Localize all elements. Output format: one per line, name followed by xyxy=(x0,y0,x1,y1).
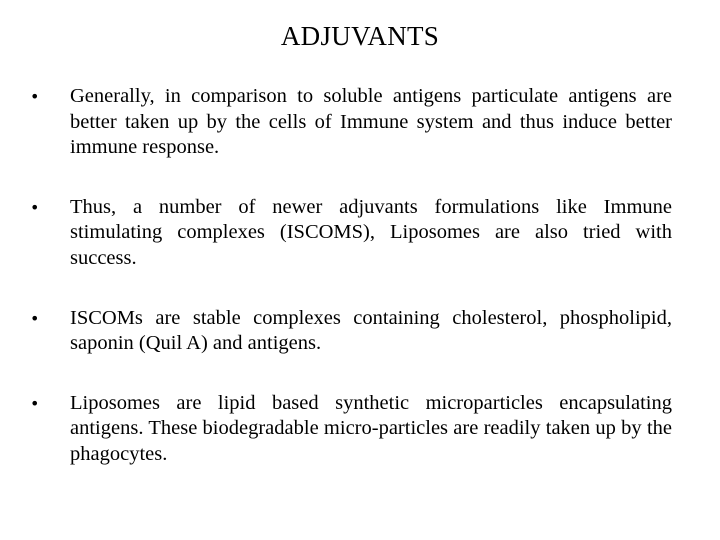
bullet-text: Thus, a number of newer adjuvants formulations like Immune stimulating complexes (ISCOMS), Liposomes are also tried with success. xyxy=(70,195,672,269)
bullet-dot-icon: • xyxy=(30,393,40,413)
bullet-item xyxy=(30,391,672,468)
bullet-dot-icon: • xyxy=(30,87,40,106)
bullet-item xyxy=(30,306,672,357)
bullet-list xyxy=(30,84,672,502)
slide-title: ADJUVANTS xyxy=(280,21,440,51)
bullet-dot-icon: • xyxy=(30,197,40,217)
bullet-text: Generally, in comparison to soluble antigens particulate antigens are better taken up by the cells of Immune system and thus induce better immune response. xyxy=(70,85,672,159)
bullet-text: ISCOMs are stable complexes containing cholesterol, phospholipid, saponin (Quil A) and antigens. xyxy=(70,306,672,355)
bullet-dot-icon: • xyxy=(30,308,40,328)
bullet-item xyxy=(30,84,672,161)
bullet-item xyxy=(30,195,672,272)
bullet-text: Liposomes are lipid based synthetic microparticles encapsulating antigens. These biodegradable micro-particles are readily taken up by the phagocytes. xyxy=(70,391,672,465)
